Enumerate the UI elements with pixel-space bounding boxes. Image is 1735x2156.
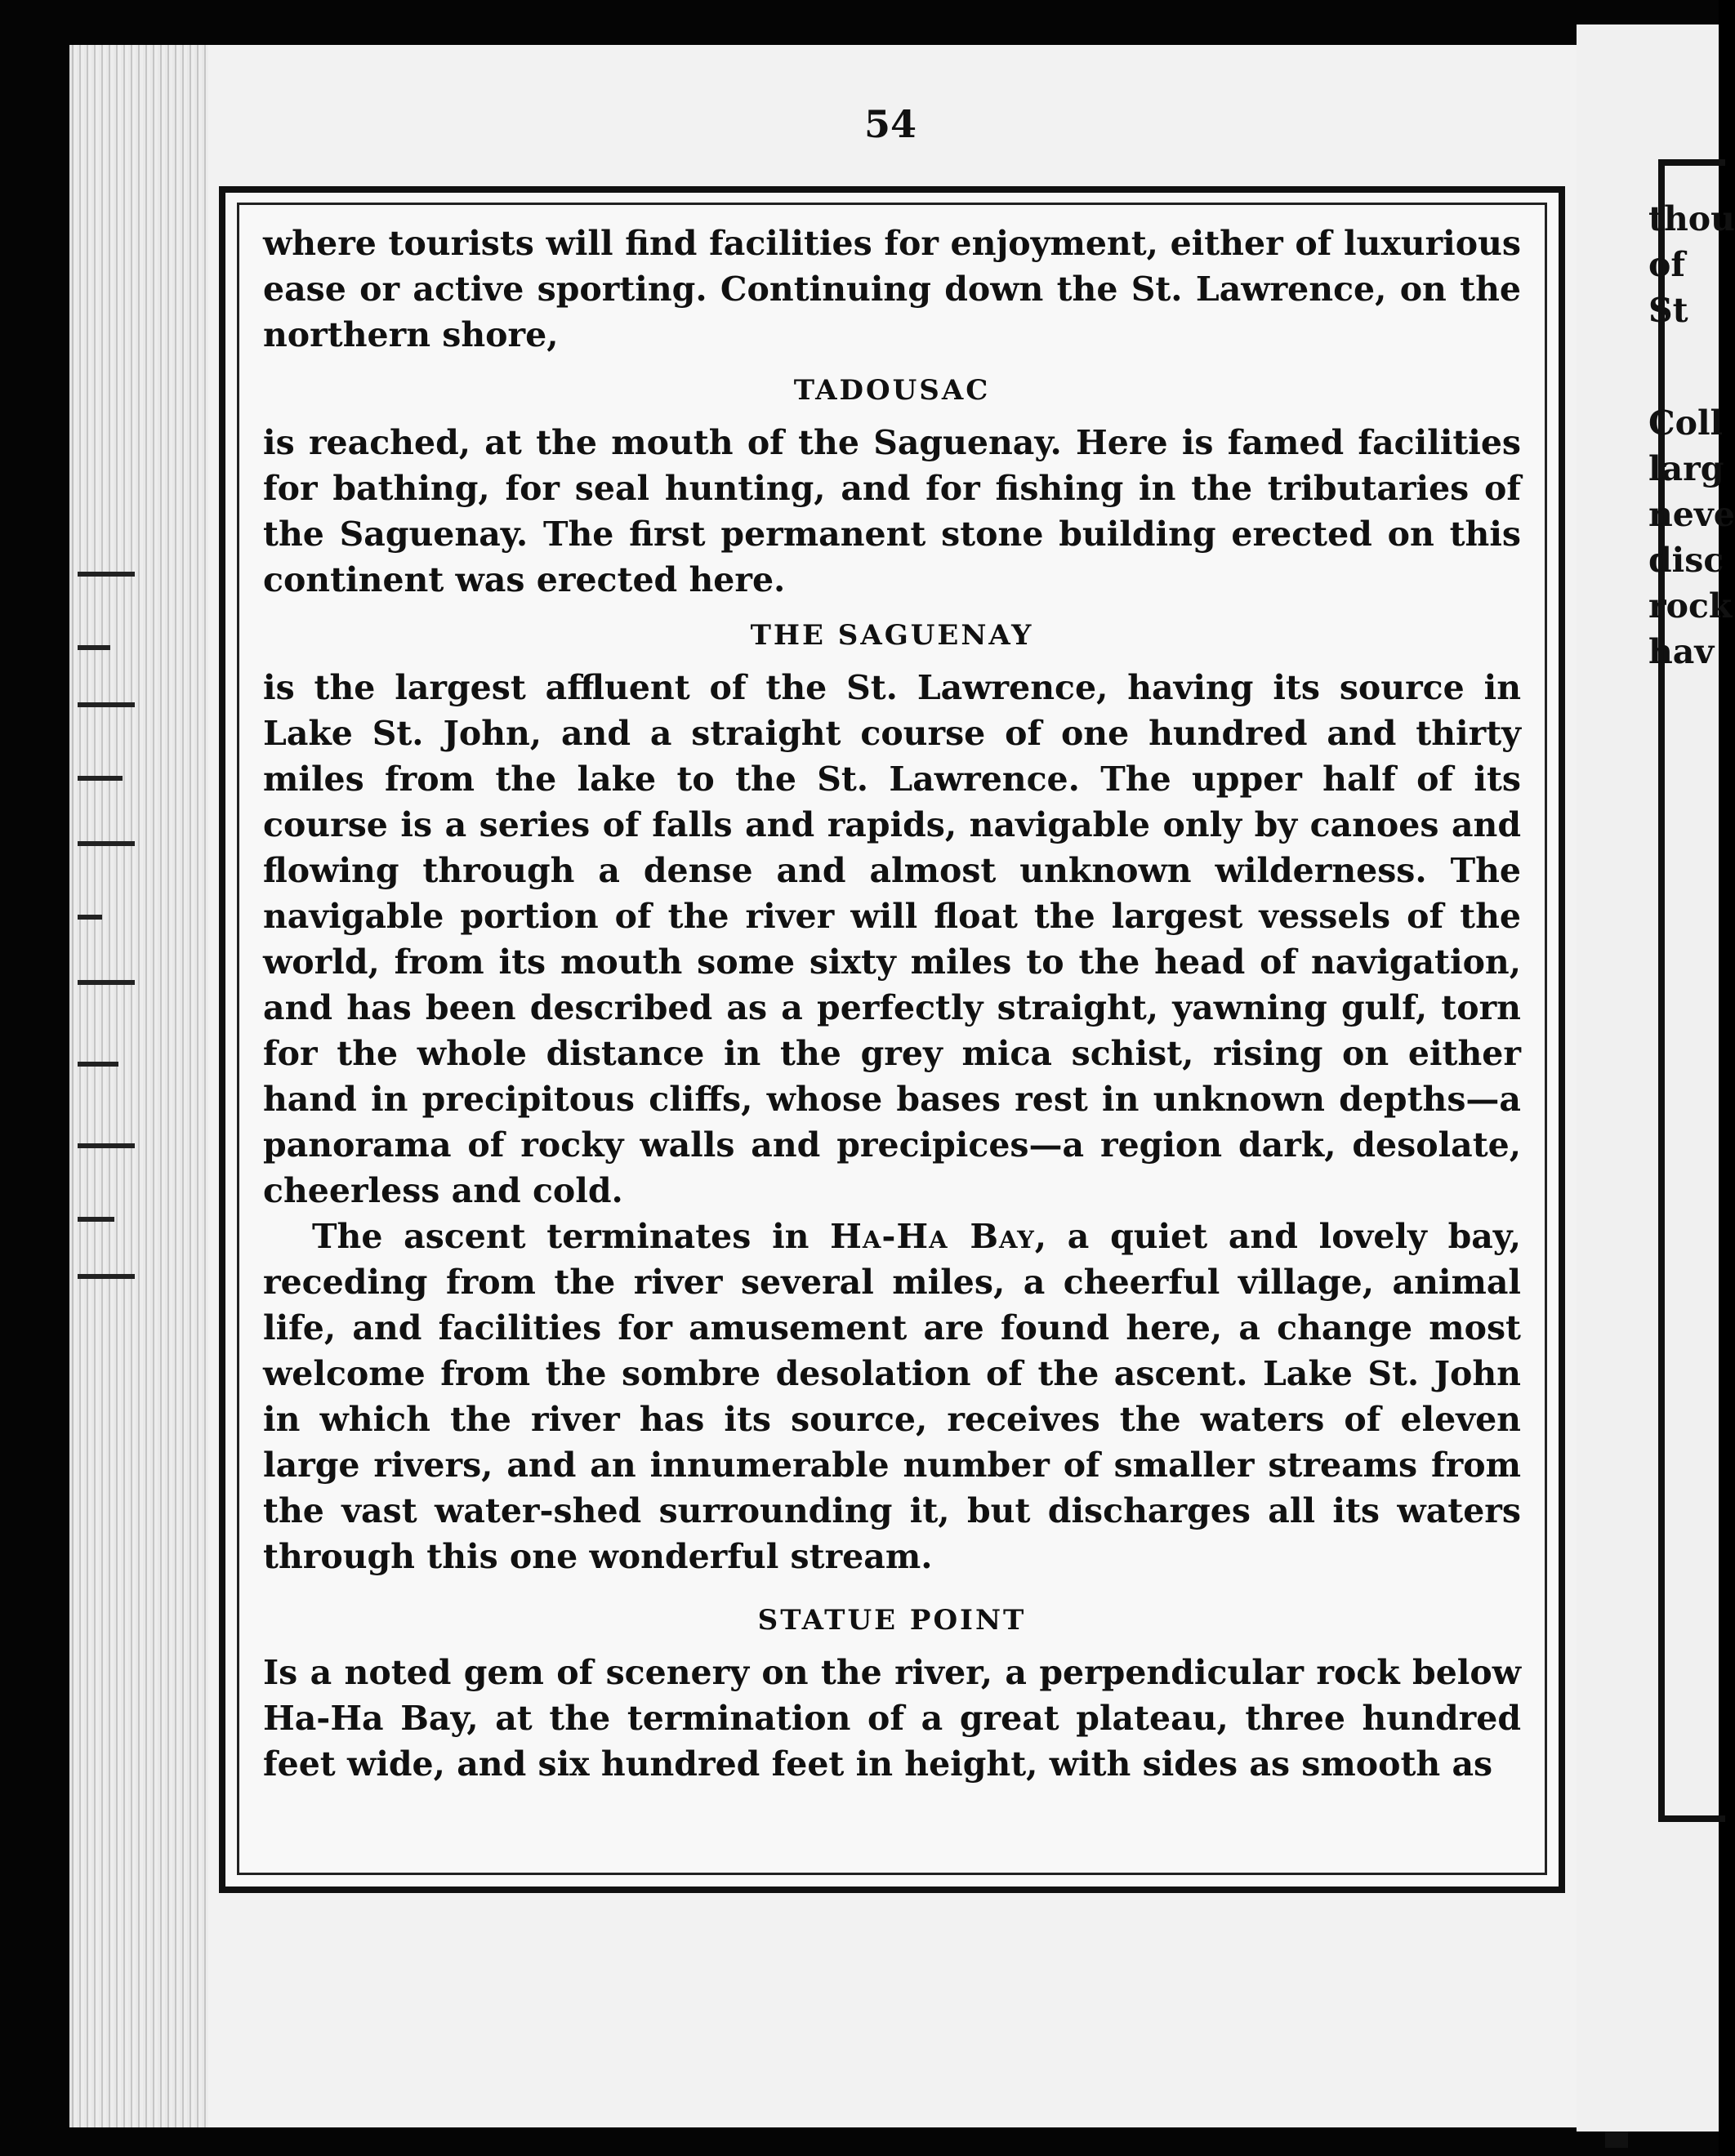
facing-line: thou [1648,199,1735,238]
facing-line: rock [1648,586,1733,626]
facing-line: Coll [1648,403,1724,443]
page-number: 54 [863,102,917,146]
facing-line: larg [1648,449,1724,488]
ha-ha-bay-rest: , a quiet and lovely bay, receding from the river several miles, a cheerful village, animal life, and facilities for amusement are found here, a change most welcome from the sombre desolation of the ascent. Lake St. John in which the river has its source, receives the waters of eleven large rivers, and an innumerable number of smaller streams from the vast water-shed surrounding it, but discharges all its waters through this one wonderful stream. [263,1217,1521,1576]
ha-ha-bay-name: Ha-Ha Bay [830,1217,1035,1256]
facing-line: of St [1648,245,1688,330]
spine-marks [78,572,151,1307]
facing-line: disc [1648,541,1724,580]
heading-tadousac: TADOUSAC [793,374,991,407]
paragraph-ha-ha-bay [263,1214,1521,1579]
paragraph-saguenay: is the largest affluent of the St. Lawrence, having its source in Lake St. John, and a straight course of one hundred and thirty miles from the lake to the St. Lawrence. The upper half of its course is a series of falls and rapids, navigable only by canoes and flowing through a dense and almost unknown wilderness. The navigable portion of the river will float the largest vessels of the world, from its mouth some sixty miles to the head of navigation, and has been described as a perfectly straight, yawning gulf, torn for the whole distance in the grey mica schist, rising on either hand in precipitous cliffs, whose bases rest in unknown depths—a panorama of rocky walls and precipices—a region dark, desolate, cheerless and cold. [263,668,1521,1210]
heading-saguenay: THE SAGUENAY [750,619,1034,652]
ha-ha-bay-lead: The ascent terminates in [312,1217,831,1256]
facing-line: neve [1648,495,1735,534]
facing-line: hav [1648,632,1715,671]
article-body [263,220,1521,1787]
paragraph-intro: where tourists will find facilities for enjoyment, either of luxurious ease or active sporting. Continuing down the St. Lawrence, on the northern shore, [263,224,1521,354]
heading-statue-point: STATUE POINT [757,1604,1027,1637]
paragraph-statue-point: Is a noted gem of scenery on the river, a perpendicular rock below Ha-Ha Bay, at the termination of a great plateau, three hundred feet wide, and six hundred feet in height, with sides as smooth as [263,1653,1521,1784]
paragraph-tadousac: is reached, at the mouth of the Saguenay. Here is famed facilities for bathing, for seal hunting, and for fishing in the tributaries of the Saguenay. The first permanent stone building erected on this continent was erected here. [263,423,1521,599]
